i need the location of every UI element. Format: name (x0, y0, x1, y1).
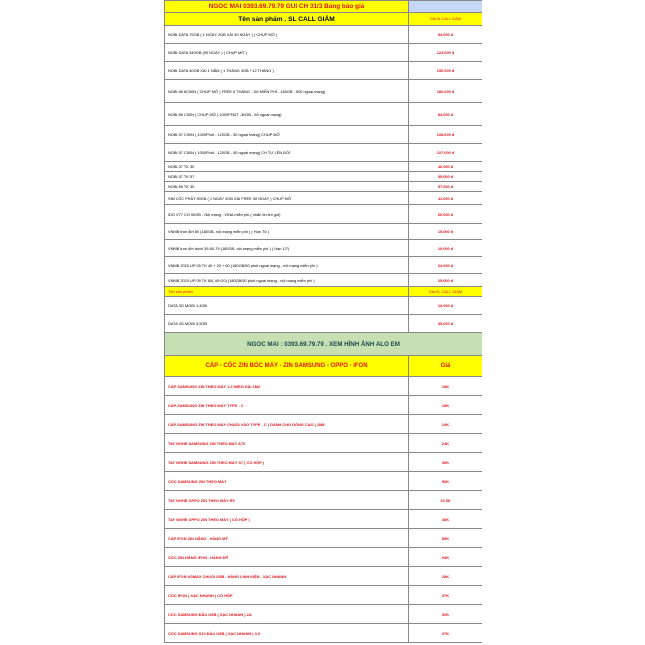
table-row (165, 472, 483, 491)
price-cell: 24K (409, 434, 483, 453)
price-cell: 25.000 đ (409, 274, 483, 287)
sheet-title: NGOC MAI 0393.69.79.79 GUI CH 31/3 Bảng báo giá (165, 1, 409, 13)
table-row (165, 182, 483, 192)
table-row (165, 257, 483, 274)
price-cell: 13.000 đ (409, 297, 483, 315)
table-row (165, 297, 483, 315)
product-name-cell: SIM LỘC PHÁT 90GB ( 1 NGÀY 3GB XÀI FREE 30 NGÀY ) CHỤP MỞ (165, 192, 409, 205)
price-cell: 24K (409, 415, 483, 434)
price-cell: 54.000 đ (409, 26, 483, 44)
table-row (165, 548, 483, 567)
price-cell: 150.000 đ (409, 62, 483, 80)
product-name-cell: CỐC ZIN HÃNG IFON . HÀNG MỸ (165, 548, 409, 567)
table-row (165, 240, 483, 257)
product-name-cell: DATA 3G MOBI 1,4GB (165, 297, 409, 315)
contact-text: NGOC MAI : 0393.69.79.79 . XEM HÌNH ẢNH ALO EM (165, 333, 483, 356)
product-name-cell: Tên sản phẩm (165, 287, 409, 297)
product-name-cell: CÁP SAMSUNG ZIN THEO MÁY 1.2 MIRO DÀI 1M2 (165, 377, 409, 396)
product-name-cell: NOBI DATA 40GB XÀI 1 NĂM ( 1 THÁNG 4GB * 12 THÁNG ) (165, 62, 409, 80)
product-name-cell: IDO V77 CO 90GB - Nội mạng - VINA miễn phí ( nhắn tin lên gói) (165, 205, 409, 224)
product-name-cell: NOBI 89 6C50N ( CHỤP MỞ ) FREE 6 THÁNG : 1M MIỄN PHÍ - 180GB - 500 ngoại mạng) (165, 80, 409, 103)
table-row (165, 415, 483, 434)
price-cell: 37K (409, 624, 483, 643)
price-cell: 180.000 đ (409, 80, 483, 103)
accessories-header-row (165, 356, 483, 377)
price-cell: 89K (409, 529, 483, 548)
col-name-header: Tên sản phẩm . SL CALL GIẢM (165, 13, 409, 26)
table-row (165, 491, 483, 510)
price-cell: 37K (409, 586, 483, 605)
table-row (165, 510, 483, 529)
price-cell: 10.000 đ (409, 240, 483, 257)
product-name-cell: CỐC IFON ( XẠC NHANH ) CÓ HỘP (165, 586, 409, 605)
table-row (165, 44, 483, 62)
table-row (165, 144, 483, 162)
price-cell: 18K (409, 396, 483, 415)
price-cell: 108.000 đ (409, 126, 483, 144)
price-cell: 18K (409, 377, 483, 396)
table-row (165, 396, 483, 415)
product-name-cell: CỐC SAMSUNG ZIN THEO MÁY (165, 472, 409, 491)
product-name-cell: DATA 3G MOBI 3,5GB (165, 315, 409, 333)
product-name-cell: TAY NGHE SAMSUNG ZIN THEO MÁY A70 (165, 434, 409, 453)
table-row (165, 172, 483, 182)
product-name-cell: NOBI 89 TK 30 (165, 182, 409, 192)
price-cell: 16.5K (409, 491, 483, 510)
table-row (165, 62, 483, 80)
product-name-cell: CỐC SAMSUNG ĐẦU USB ( XẠC NHANH ) 2A (165, 605, 409, 624)
price-cell: 55.000 đ (409, 172, 483, 182)
title-row (165, 1, 483, 13)
price-cell: 60.000 đ (409, 205, 483, 224)
product-name-cell: NOBI 89 C50N ( CHỤP MỞ ) 1000PHÚT -30GB - 50 ngoại mạng) (165, 103, 409, 126)
product-name-cell: TAY NGHE SAMSUNG ZIN THEO MÁY S7 ( CÓ HỘP ) (165, 453, 409, 472)
table-row (165, 624, 483, 643)
table-row (165, 103, 483, 126)
table-row (165, 162, 483, 172)
table-row (165, 224, 483, 240)
price-cell: 36K (409, 453, 483, 472)
table-row (165, 434, 483, 453)
price-cell: 84.000 đ (409, 103, 483, 126)
table-row (165, 26, 483, 44)
product-name-cell: TAY NGHE OPPO ZIN THEO MÁY ( CÓ HỘP ) (165, 510, 409, 529)
product-name-cell: CÁP SAMSUNG ZIN THEO MÁY CHUỐI VÀO TYPE - C ( DÀNH CHO DÒNG CAO ) 1M8 (165, 415, 409, 434)
price-cell: 28K (409, 567, 483, 586)
product-name-cell: VNMB 2020 UP 09 TK 60( 40+20) (180GB/50 phút ngoại mạng - nội mạng miễn phí ) (165, 274, 409, 287)
price-cell: Giá SL CALL GIẢM (409, 287, 483, 297)
price-cell: 24.000 đ (409, 257, 483, 274)
table-row (165, 453, 483, 472)
column-header-row (165, 13, 483, 26)
table-row (165, 529, 483, 548)
title-blank-cell (409, 1, 483, 13)
price-cell: 35.000 đ (409, 315, 483, 333)
product-name-cell: NOBI DATA 540GB (90 NGÀY ) ( CHỤP MỞ ) (165, 44, 409, 62)
product-name-cell: VNMB trọn đời 60 (180GB- nội mạng miễn phí ) ( Hạn T6 ) (165, 224, 409, 240)
table-row (165, 126, 483, 144)
price-cell: 57.000 đ (409, 182, 483, 192)
product-name-cell: NOBI 57 TK 57 (165, 172, 409, 182)
price-cell: 94K (409, 548, 483, 567)
price-cell: 107.000 đ (409, 144, 483, 162)
product-name-cell: CỐC SAMSUNG S10 ĐẦU USB ( XẠC NHANH ) 3.0 (165, 624, 409, 643)
price-cell: 124.000 đ (409, 44, 483, 62)
table-row (165, 192, 483, 205)
contact-row (165, 333, 483, 356)
table-row (165, 567, 483, 586)
product-name-cell: CÁP IFON ZIN HÃNG . HÀNG MỸ (165, 529, 409, 548)
product-name-cell: CÁP IFON XSMAX CHUỐI USB . HÀNG LINH KIỆN . XẠC NHANH (165, 567, 409, 586)
price-cell: 50K (409, 472, 483, 491)
col-price-header: Giá SL CALL GIẢM (409, 13, 483, 26)
table-row (165, 586, 483, 605)
product-name-cell: VNMB 2020 UP 05 TK 40 + 20 + 60 (180GB/50 phút ngoại mạng - nội mạng miễn phí ) (165, 257, 409, 274)
price-cell: 41.000 đ (409, 192, 483, 205)
product-name-cell: NOBI DATA 75GB ( 1 NGÀY 2GB XÀI 30 NGÀY ) ( CHỤP MỞ ) (165, 26, 409, 44)
table-row (165, 377, 483, 396)
price-cell: 30K (409, 605, 483, 624)
table-row (165, 274, 483, 287)
product-name-cell: VNMB trọn đời dưới 39-60-79 (180GB- nội mạng miễn phí ) ( Hạn 1/7) (165, 240, 409, 257)
product-name-cell: NOBI 57 C90N ( 1000Phút - 120GB - 50 ngoại mạng) CH TỰ LÊN ĐỜI (165, 144, 409, 162)
accessories-price-title: Giá (409, 356, 483, 377)
table-row (165, 205, 483, 224)
price-table (164, 0, 482, 643)
section-header-row (165, 287, 483, 297)
price-cell: 36K (409, 510, 483, 529)
price-cell: 46.000 đ (409, 162, 483, 172)
accessories-title: CÁP - CỐC ZIN BÓC MÁY - ZIN SAMSUNG - OPPO - IFON (165, 356, 409, 377)
product-name-cell: CÁP SAMSUNG ZIN THEO MÁY TYPE - C (165, 396, 409, 415)
product-name-cell: NOBI 57 C90N ( 1000Phút - 120GB - 50 ngoại mạng) CHỤP MỞ (165, 126, 409, 144)
price-cell: 15.000 đ (409, 224, 483, 240)
price-sheet (164, 0, 482, 645)
product-name-cell: NOBI 07 TK 30 (165, 162, 409, 172)
product-name-cell: TAY NGHE OPPO ZIN THEO MÁY R9 (165, 491, 409, 510)
table-row (165, 605, 483, 624)
table-row (165, 315, 483, 333)
table-row (165, 80, 483, 103)
